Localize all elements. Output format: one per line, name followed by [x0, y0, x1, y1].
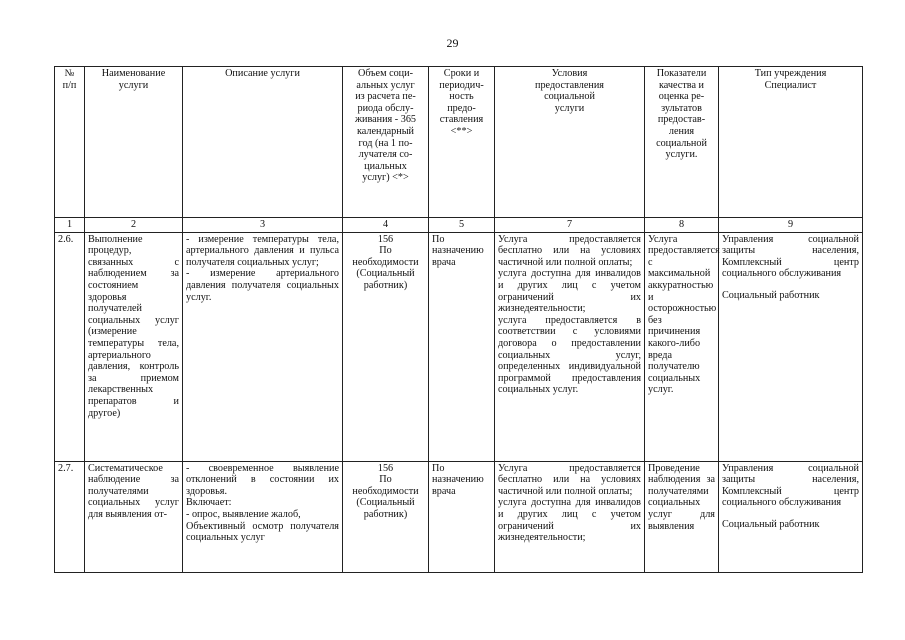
service-terms: По назначению врача: [429, 232, 495, 461]
header-quality: Показатели качества и оценка ре- зультатов предостав- ления социальной услуги.: [645, 67, 719, 218]
header-name: Наименование услуги: [85, 67, 183, 218]
service-name: Выполнение процедур, связанных с наблюдением за состоянием здоровья получателей социальных услуг (измерение температуры тела, артериального давления, контроль за приемом лекарственных препаратов и другое): [85, 232, 183, 461]
service-description: - измерение температуры тела, артериального давления и пульса получателя социальных услуг; - измерение артериального давления получателя социальных услуг.: [183, 232, 343, 461]
service-institution-cell: [719, 232, 863, 461]
table-row: [55, 232, 863, 461]
institution-type: Управления социальной защиты населения, Комплексный центр социального обслуживания: [722, 462, 859, 509]
service-quality: Услуга предоставляется с максимальной аккуратностью и осторожностью без причинения какого-либо вреда получателю социальных услуг.: [645, 232, 719, 461]
specialist: Социальный работник: [722, 518, 820, 530]
service-name: [85, 461, 183, 572]
column-number: 4: [343, 218, 429, 233]
header-conditions: Условия предоставления социальной услуги: [495, 67, 645, 218]
service-institution-cell: [719, 461, 863, 572]
service-terms-text: По назначению врача: [432, 462, 484, 497]
header-description: Описание услуги: [183, 67, 343, 218]
service-volume: [343, 461, 429, 572]
service-conditions: [495, 461, 645, 572]
column-number-row: [55, 218, 863, 233]
services-table: [54, 66, 863, 573]
service-conditions-text: Услуга предоставляется бесплатно или на условиях частичной или полной оплаты; услуга доступна для инвалидов и других лиц с учетом ограничений их жизнедеятельности;: [498, 462, 641, 544]
column-number: 8: [645, 218, 719, 233]
row-number: 2.6.: [55, 232, 85, 461]
service-quality-text: Проведение наблюдения за получателями социальных услуг для выявления: [648, 462, 715, 532]
specialist: Социальный работник: [722, 289, 820, 301]
service-conditions: Услуга предоставляется бесплатно или на условиях частичной или полной оплаты; услуга доступна для инвалидов и других лиц с учетом ограничений их жизнедеятельности; услуга предоставляется в соответствии с условиями договора о предоставлении социальных услуг, определенных индивидуальной программой предоставления социальных услуг.: [495, 232, 645, 461]
header-row: [55, 67, 863, 218]
service-description-text: - своевременное выявление отклонений в состоянии их здоровья. Включает: - опрос, выявление жалоб, Объективный осмотр получателя социальных услуг: [186, 462, 339, 544]
header-volume: Объем соци- альных услуг из расчета пе- риода обслу- живания - 365 календарный год (на 1 по- лучателя со- циальных услуг) <*>: [343, 67, 429, 218]
column-number: 1: [55, 218, 85, 233]
column-number: 9: [719, 218, 863, 233]
cell-spacer: [722, 280, 859, 290]
column-number: 7: [495, 218, 645, 233]
header-terms: Сроки и периодич- ность предо- ставления <**>: [429, 67, 495, 218]
cell-spacer: [722, 509, 859, 519]
service-description: [183, 461, 343, 572]
row-number: 2.7.: [55, 461, 85, 572]
service-volume-text: 156 По необходимости (Социальный работник): [352, 462, 419, 520]
service-terms: [429, 461, 495, 572]
service-quality: [645, 461, 719, 572]
column-number: 2: [85, 218, 183, 233]
service-name-text: Систематическое наблюдение за получателями социальных услуг для выявления от-: [88, 462, 179, 520]
page-number: 29: [446, 36, 459, 50]
column-number: 3: [183, 218, 343, 233]
service-volume: 156 По необходимости (Социальный работник): [343, 232, 429, 461]
institution-type: Управления социальной защиты населения, Комплексный центр социального обслуживания: [722, 233, 859, 280]
table-row: [55, 461, 863, 572]
header-institution: Тип учреждения Специалист: [719, 67, 863, 218]
header-num: № п/п: [55, 67, 85, 218]
column-number: 5: [429, 218, 495, 233]
